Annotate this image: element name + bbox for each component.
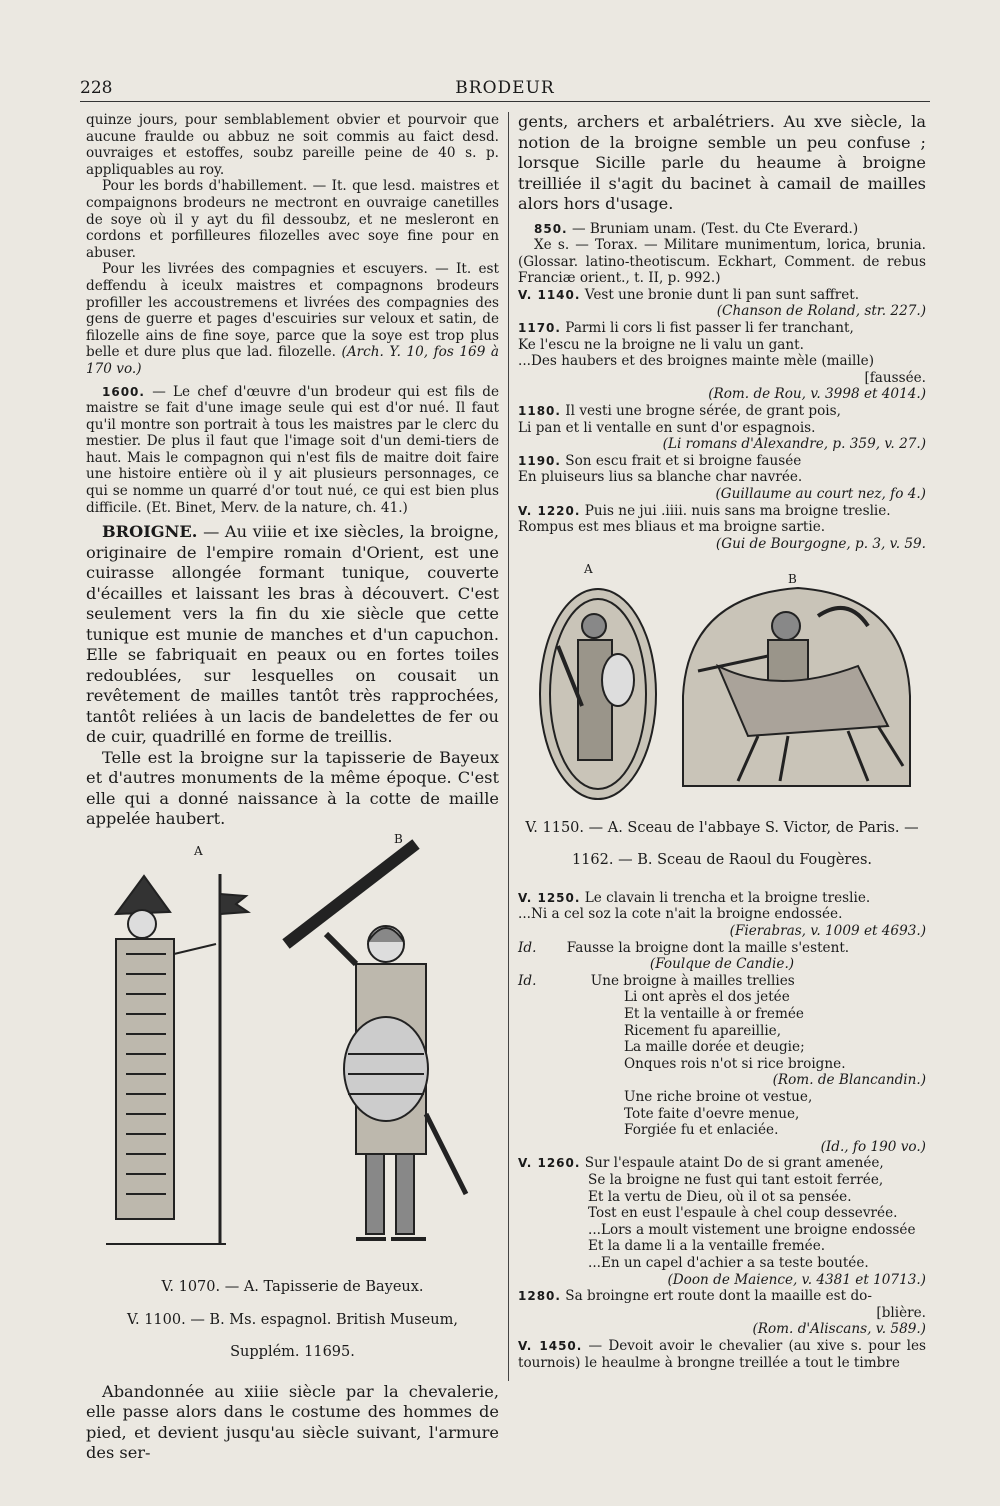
paragraph: Pour les bords d'habillement. — It. que lesd. maistres et compaignons brodeurs ne mectront en ouvraige canetilles de soye où il y ayt du fil dessoubz, et ne mesleront en cordons et porfilleures filozelles avec soye fine pour en abuser. (86, 178, 499, 261)
soldiers-illustration (86, 831, 486, 1264)
citation: (Foulque de Candie.) (649, 956, 795, 973)
figure-caption: V. 1150. — A. Sceau de l'abbaye S. Victor, de Paris. — (525, 819, 919, 836)
header-rule (80, 101, 930, 102)
citation: (Gui de Bourgogne, p. 3, v. 59. (715, 535, 926, 552)
entry-year: 1600. (102, 384, 145, 399)
citation: (Chanson de Roland, str. 227.) (716, 303, 926, 320)
article-heading: BROIGNE. (102, 522, 198, 542)
figure-label-a: A (584, 562, 593, 577)
broigne-article: BROIGNE. — Au viiie et ixe siècles, la broigne, originaire de l'empire romain d'Orient, est une cuirasse allongée formant tunique, couverte d'écailles et laissant les bras à découvert. C'est seulement vers la fin du xie siècle que cette tunique est munie de manches et d'un capuchon. Elle se fabriquait en peaux ou en fortes toiles redoublées, sur lesquelles on cousait un revêtement de mailles tantôt très rapprochées, tantôt reliées à un lacis de bandelettes de fer ou de cuir, quadrillé en forme de treillis. (86, 522, 499, 747)
entry-850: 850. — Bruniam unam. (Test. du Cte Everard.) (534, 220, 859, 237)
running-title: BRODEUR (455, 78, 555, 98)
entry-id-2: Id. Une broigne à mailles trellies (518, 972, 795, 989)
entry-1190: 1190. Son escu frait et si broigne fausée (518, 452, 802, 469)
paragraph: Abandonnée au xiiie siècle par la chevalerie, elle passe alors dans le costume des hommes de pied, et devient jusqu'au siècle suivant, l'armure des ser- (86, 1381, 499, 1463)
entry-1140: V. 1140. Vest une bronie dunt li pan sunt saffret. (518, 286, 860, 303)
citation: (Li romans d'Alexandre, p. 359, v. 27.) (662, 436, 926, 453)
citation: (Rom. d'Aliscans, v. 589.) (752, 1321, 926, 1338)
figure-caption: Supplém. 11695. (230, 1344, 355, 1361)
citation: (Arch. Y. 10, fos 169 à 170 vo.) (86, 344, 499, 377)
entry-1600: 1600. — Le chef d'œuvre d'un brodeur qui est fils de maistre se fait d'une image seule qui est d'or nué. Il faut qu'il montre son portrait à tous les maistres par le clerc du mestier. De plus il faut que l'image soit d'un demi-tiers de haut. Mais le compagnon qui n'est fils de maitre doit faire une histoire entière où il y ait plusieurs personnages, ce qui se nomme un quarré d'or tout nué, ce qui est bien plus difficile. (Et. Binet, Merv. de la nature, ch. 41.) (86, 383, 499, 516)
citation: (Id., fo 190 vo.) (820, 1138, 926, 1155)
figure-label-a: A (194, 843, 203, 858)
entry-1450: V. 1450. — Devoit avoir le chevalier (au xive s. pour les tournois) le heaulme à brongne treillée a tout le timbre (518, 1337, 926, 1371)
entry-1170: 1170. Parmi li cors li fist passer li fer tranchant, (518, 320, 854, 337)
entry-1220: V. 1220. Puis ne jui .iiii. nuis sans ma broigne treslie. (518, 502, 891, 519)
seals-illustration (518, 556, 926, 804)
figure-caption: V. 1070. — A. Tapisserie de Bayeux. (161, 1279, 424, 1296)
page-number: 228 (80, 78, 113, 98)
citation: (Guillaume au court nez, fo 4.) (715, 486, 926, 502)
right-column: gents, archers et arbalétriers. Au xve siècle, la notion de la broigne semble un peu confuse ; lorsque Sicille parle du heaume à broigne treilliée il s'agit du bacinet à camail de mailles alors hors d'usage. 850. — Bruniam unam. (Test. du Cte Everard.) Xe s. — Torax. — Militare munimentum, lorica, brunia. (Glossar. latino-theotiscum. Eckhart, Comment. de rebus Franciæ orient., t. II, p. 992.) V. 1140. Vest une bronie dunt li pan sunt saffret. (Chanson de Roland, str. 227.) 1170. Parmi li cors li fist passer li fer tranchant, Ke l'escu ne la broigne ne li valu un gant. ...Des haubers et des broignes mainte mèle (maille) [faussée. (Rom. de Rou, v. 3998 et 4014.) 1180. Il vesti une brogne sérée, de grant pois, Li pan et li ventalle en sunt d'or espagnois. (Li romans d'Alexandre, p. 359, v. 27.) 1190. Son escu frait et si broigne fausée En pluiseurs lius sa blanche char navrée. (Guillaume au court nez, fo 4.) V. 1220. Puis ne jui .iiii. nuis sans ma broigne treslie. Rompus est mes bliaus et ma broigne sartie. (Gui de Bourgogne, p. 3, v. 59. A B V. 1150. — A. Sceau de l'abbaye S. Victor, de Paris. — 1162. — B. Sceau de Raoul du Fougères. V. 1250. Le clavain li trencha et la broigne treslie. ...Ni a cel soz la cote n'ait la broigne endossée. (Fierabras, v. 1009 et 4693.) Id. Fausse la broigne dont la maille s'estent. (Foulque de Candie.) Id. Une broigne à mailles trellies Li ont après el dos jetée Et la ventaille à or fremée Ricement fu apareillie, La maille dorée et deugie; Onques rois n'ot si rice broigne. (Rom. de Blancandin.) Une riche broine ot vestue, Tote faite d'oevre menue, Forgiée fu et enlaciée. (Id., fo 190 vo.) V. 1260. Sur l'espaule ataint Do de si grant amenée, Se la broigne ne fust qui tant estoit ferrée, Et la vertu de Dieu, où il ot sa pensée. Tost en eust l'espaule à chel coup dessevrée. ...Lors a moult vistement une broigne endossée Et la dame li a la ventaille fremée. ...En un capel d'achier a sa teste boutée. (Doon de Maience, v. 4381 et 10713.) 1280. Sa broingne ert route dont la maaille est do- [blière. (Rom. d'Aliscans, v. 589.) V. 1450. — Devoit avoir le chevalier (au xive s. pour les tournois) le heaulme à brongne treillée a tout le timbre (518, 112, 926, 1371)
citation: (Doon de Maience, v. 4381 et 10713.) (667, 1271, 926, 1288)
figure-label-b: B (788, 572, 797, 587)
paragraph: Pour les livrées des compagnies et escuyers. — It. est deffendu à iceulx maistres et compagnons brodeurs profiller les accoustremens et livrées des compagnies des gens de guerre et pages d'escuiries sur veloux et satin, de filozelle ains de fine soye, parce que la soye est trop plus belle et dure plus que lad. filozelle. (Arch. Y. 10, fos 169 à 170 vo.) (86, 261, 499, 377)
paragraph: quinze jours, pour semblablement obvier et pourvoir que aucune fraulde ou abbuz ne soit commis au faict desd. ouvraiges et estoffes, soubz pareille peine de 40 s. p. appliquables au roy. (86, 112, 499, 178)
left-column (86, 112, 499, 1464)
figure-bayeux-soldiers (86, 831, 499, 1264)
figure-caption: 1162. — B. Sceau de Raoul du Fougères. (571, 852, 872, 869)
entry-1260: V. 1260. Sur l'espaule ataint Do de si grant amenée, (518, 1155, 884, 1172)
entry-id-1: Id. Fausse la broigne dont la maille s'estent. (518, 939, 850, 956)
citation: (Rom. de Rou, v. 3998 et 4014.) (708, 386, 926, 403)
entry-10th-century: Xe s. — Torax. — Militare munimentum, lorica, brunia. (Glossar. latino-theotiscum. Eckhart, Comment. de rebus Franciæ orient., t. II, p. 992.) (518, 237, 926, 287)
entry-1250: V. 1250. Le clavain li trencha et la broigne treslie. (518, 889, 871, 906)
citation: (Rom. de Blancandin.) (772, 1072, 926, 1089)
paragraph: gents, archers et arbalétriers. Au xve siècle, la notion de la broigne semble un peu confuse ; lorsque Sicille parle du heaume à broigne treilliée il s'agit du bacinet à camail de mailles alors hors d'usage. (518, 112, 926, 213)
figure-label-b: B (394, 831, 403, 846)
entry-1180: 1180. Il vesti une brogne sérée, de grant pois, (518, 403, 841, 420)
column-divider (508, 112, 509, 1381)
paragraph: Telle est la broigne sur la tapisserie de Bayeux et d'autres monuments de la même époque. C'est elle qui a donné naissance à la cotte de maille appelée haubert. (86, 747, 499, 829)
citation: (Et. Binet, Merv. de la nature, ch. 41.) (146, 499, 408, 516)
entry-1280: 1280. Sa broingne ert route dont la maaille est do- (518, 1288, 872, 1305)
citation: (Fierabras, v. 1009 et 4693.) (729, 923, 926, 940)
figure-seals (518, 556, 926, 804)
figure-caption: V. 1100. — B. Ms. espagnol. British Museum, (127, 1311, 458, 1328)
